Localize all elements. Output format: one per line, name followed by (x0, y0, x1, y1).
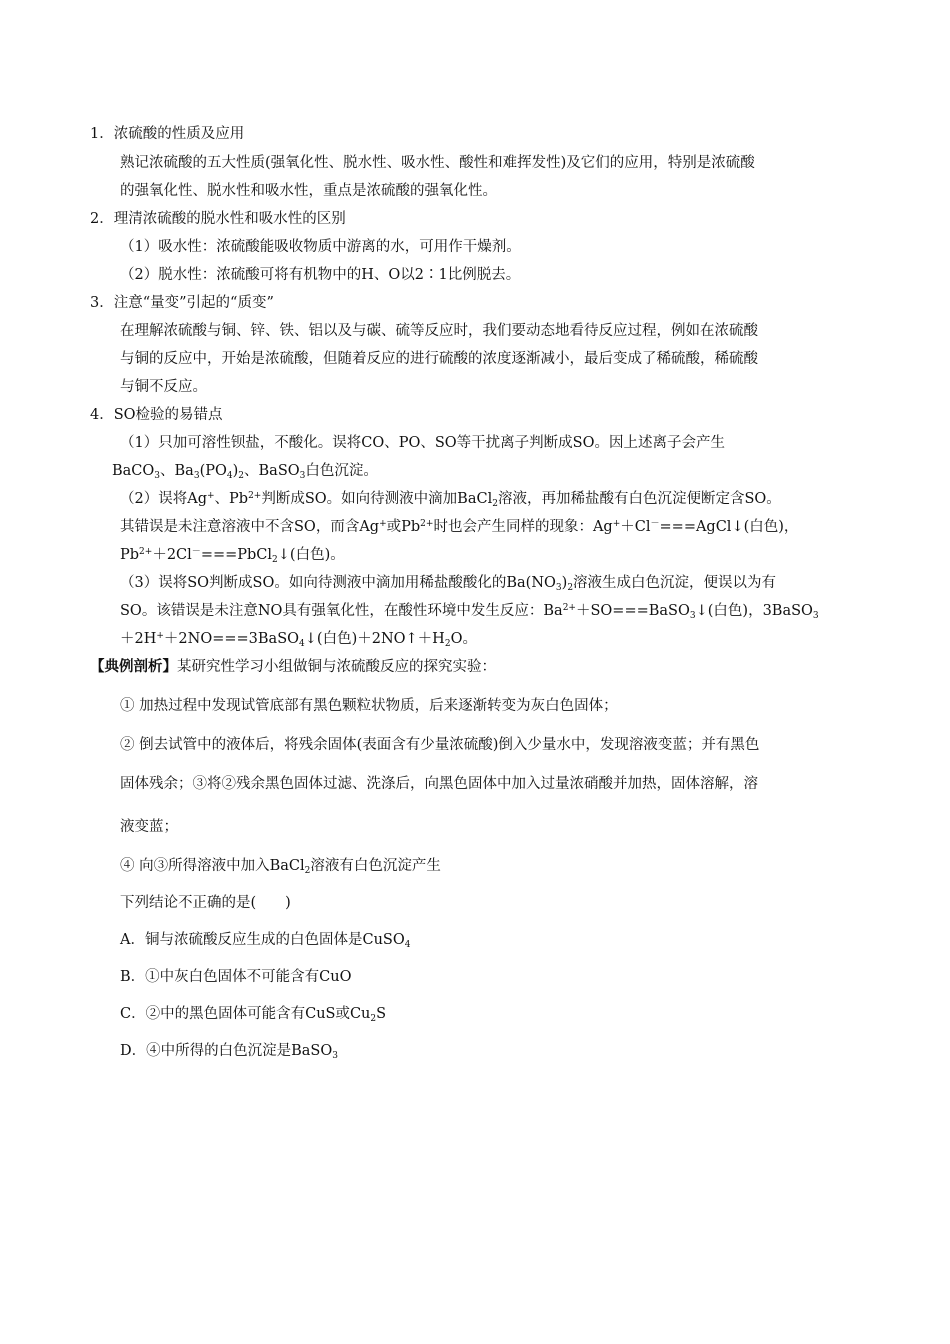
option-a: A．铜与浓硫酸反应生成的白色固体是CuSO$_4$ (120, 932, 411, 950)
example-step-2-line: 固体残余；③将②残余黑色固体过滤、洗涤后，向黑色固体中加入过量浓硝酸并加热，固体溶解，溶 (120, 776, 758, 792)
example-step-4: ④ 向③所得溶液中加入BaCl$_2$溶液有白色沉淀产生 (120, 858, 441, 876)
example-step-2-line: ② 倒去试管中的液体后，将残余固体(表面含有少量浓硫酸)倒入少量水中，发现溶液变蓝；并有黑色 (120, 737, 760, 753)
example-step-2-line: 液变蓝； (120, 819, 178, 835)
example-intro: 【典例剖析】某研究性学习小组做铜与浓硫酸反应的探究实验： (90, 658, 496, 675)
section-1-paragraph-line: 熟记浓硫酸的五大性质(强氧化性、脱水性、吸水性、酸性和难挥发性)及它们的应用，特别是浓硫酸 (120, 155, 755, 171)
section-4-item-1-line: BaCO$_3$、$Ba_3(PO_4)_2$、BaSO$_3$白色沉淀。 (112, 463, 378, 481)
section-3-paragraph-line: 与铜的反应中，开始是浓硫酸，但随着反应的进行硫酸的浓度逐渐减小，最后变成了稀硫酸，稀硫酸 (120, 351, 758, 367)
option-d: D．④中所得的白色沉淀是BaSO$_3$ (120, 1043, 338, 1061)
question-stem: 下列结论不正确的是( ) (120, 895, 291, 911)
option-c: C．②中的黑色固体可能含有CuS或$Cu_2S$ (120, 1006, 387, 1024)
section-2-item-2: （2）脱水性：浓硫酸可将有机物中的H、O以2∶1比例脱去。 (120, 267, 521, 283)
section-1-paragraph-line: 的强氧化性、脱水性和吸水性，重点是浓硫酸的强氧化性。 (120, 183, 497, 199)
section-4-item-2-line: （2）误将Ag+、$Pb^{2+}$判断成SO。如向待测液中滴加BaCl$_2$溶液，再加稀盐酸有白色沉淀便断定含SO。 (120, 491, 781, 509)
option-b: B．①中灰白色固体不可能含有CuO (120, 969, 352, 985)
section-3-heading: 3．注意“量变”引起的“质变” (90, 295, 274, 311)
section-4-item-2-line: $Pb^{2+}+2Cl^-===PbCl_2↓$(白色)。 (120, 547, 345, 565)
section-4-item-2-line: 其错误是未注意溶液中不含SO，而含Ag+或$Pb^{2+}$时也会产生同样的现象：Ag+＋Cl－===AgCl↓(白色)， (120, 519, 799, 535)
section-2-heading: 2．理清浓硫酸的脱水性和吸水性的区别 (90, 211, 346, 227)
example-step-1: ① 加热过程中发现试管底部有黑色颗粒状物质，后来逐渐转变为灰白色固体； (120, 698, 618, 714)
section-4-item-3-line: （3）误将SO判断成SO。如向待测液中滴加用稀盐酸酸化的$Ba(NO_3)_2$溶液生成白色沉淀，便误以为有 (120, 575, 777, 593)
section-3-paragraph-line: 与铜不反应。 (120, 379, 207, 395)
section-3-paragraph-line: 在理解浓硫酸与铜、锌、铁、铝以及与碳、硫等反应时，我们要动态地看待反应过程，例如在浓硫酸 (120, 323, 758, 339)
example-label: 【典例剖析】 (90, 658, 177, 675)
section-4-item-3-line: SO。该错误是未注意NO具有强氧化性，在酸性环境中发生反应：$Ba^{2+}+SO===BaSO_3↓$(白色)，3BaSO$_3$ (120, 603, 819, 621)
section-4-heading: 4．SO检验的易错点 (90, 407, 223, 423)
section-2-item-1: （1）吸水性：浓硫酸能吸收物质中游离的水，可用作干燥剂。 (120, 239, 521, 255)
section-4-item-3-line: ＋2H+＋2NO===3BaSO$_4$↓(白色)$+2NO↑+H_2O$。 (120, 631, 477, 649)
section-4-item-1-line: （1）只加可溶性钡盐，不酸化。误将CO、PO、SO等干扰离子判断成SO。因上述离子会产生 (120, 435, 725, 451)
section-1-heading: 1．浓硫酸的性质及应用 (90, 126, 245, 142)
